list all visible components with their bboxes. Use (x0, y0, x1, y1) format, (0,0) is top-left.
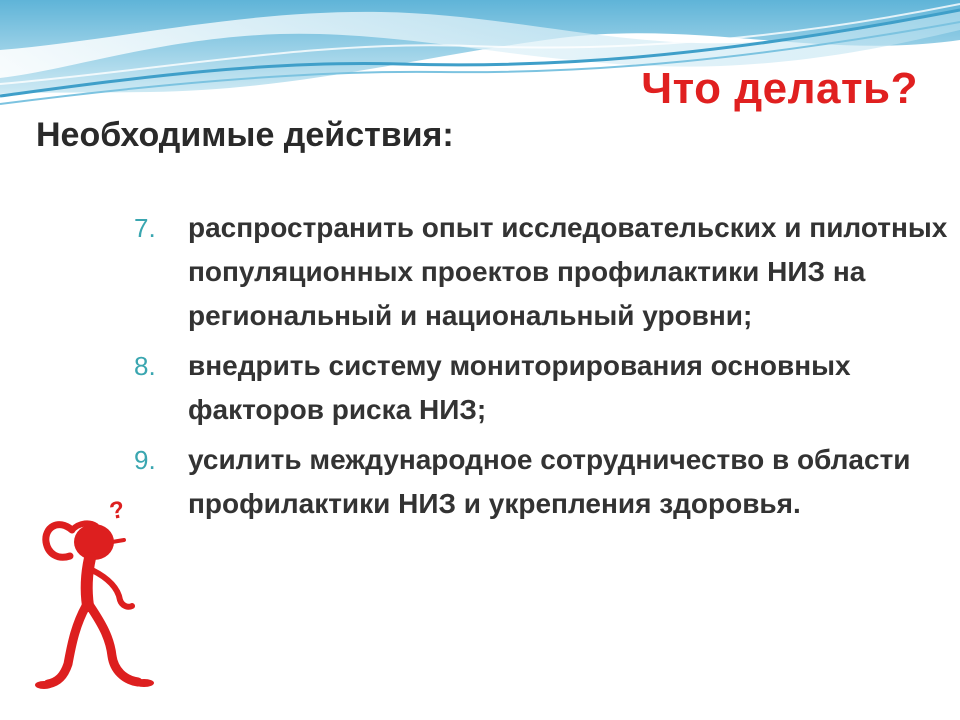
list-item-text: распространить опыт исследовательских и пилотных популяционных проектов профилактики НИЗ на региональный и национальный уровни; (188, 212, 948, 331)
list-item-number: 9. (134, 445, 156, 475)
list-item-number: 8. (134, 351, 156, 381)
list-item (134, 438, 960, 526)
thinking-person-icon (28, 496, 168, 696)
action-list (134, 206, 960, 532)
list-item-number: 7. (134, 213, 156, 243)
list-item-text: внедрить систему мониторирования основных факторов риска НИЗ; (188, 350, 851, 425)
list-item-text: усилить международное сотрудничество в области профилактики НИЗ и укрепления здоровья. (188, 444, 911, 519)
slide-subtitle: Необходимые действия: (36, 116, 454, 154)
list-item (134, 206, 960, 338)
list-item (134, 344, 960, 432)
slide-title: Что делать? (641, 64, 918, 113)
question-mark: ? (107, 496, 127, 526)
